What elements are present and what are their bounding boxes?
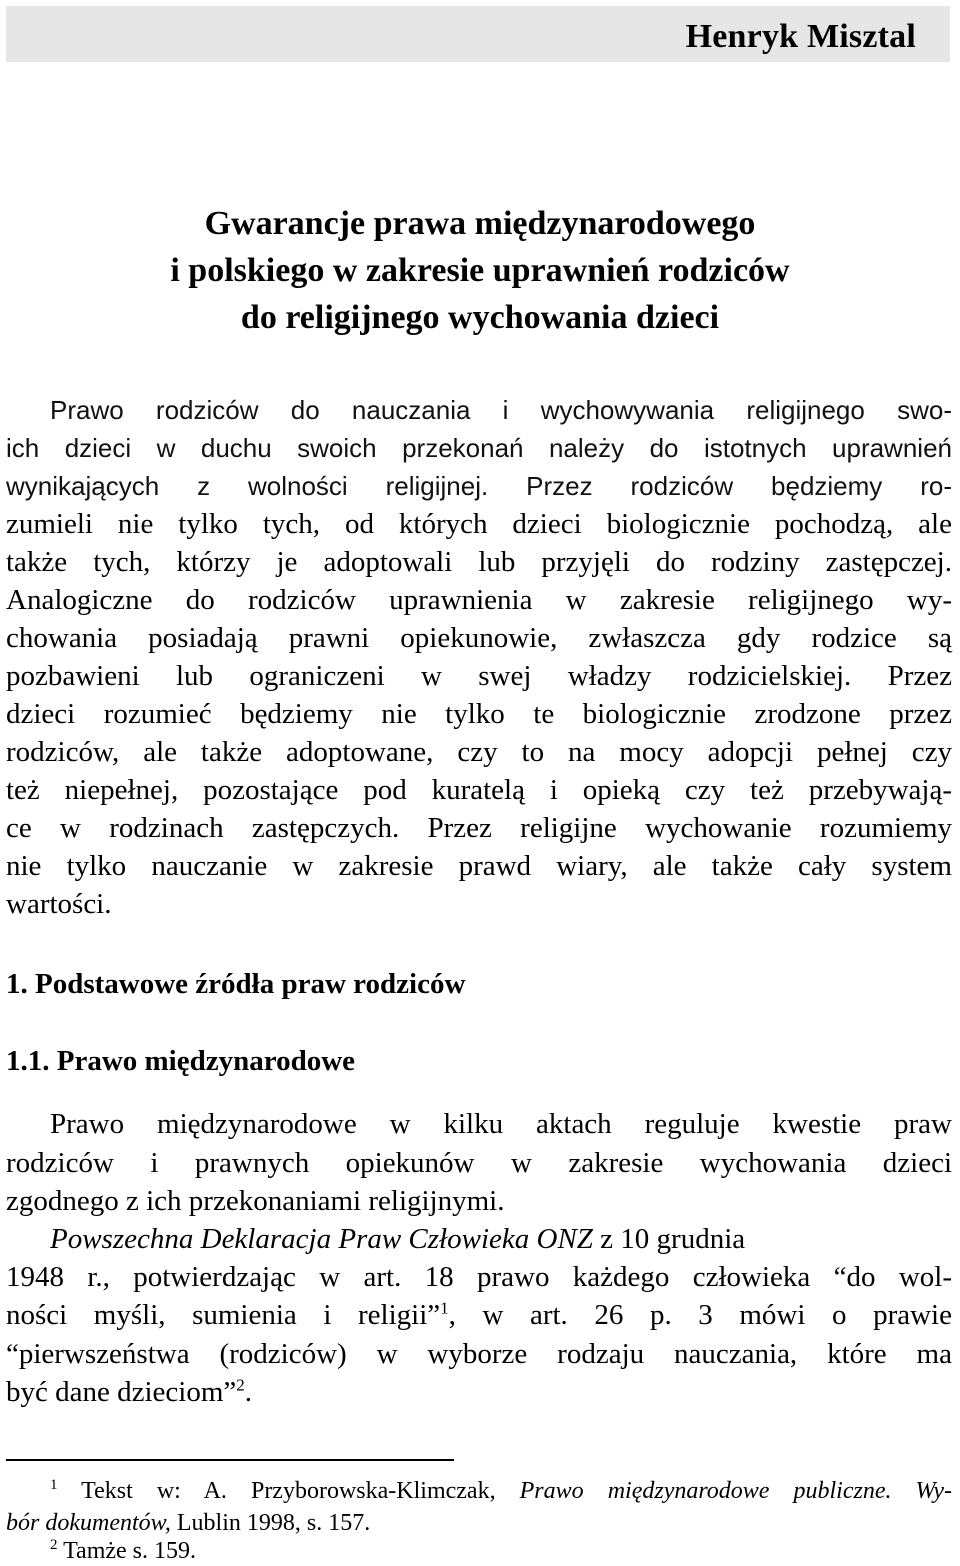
intro-line: Analogiczne do rodziców uprawnienia w zakresie religijnego wy- <box>6 584 952 616</box>
intro-line: także tych, którzy je adoptowali lub przyjęli do rodziny zastępczej. <box>6 546 952 578</box>
intro-line: chowania posiadają prawni opiekunowie, zwłaszcza gdy rodzice są <box>6 622 952 654</box>
body-line: rodziców i prawnych opiekunów w zakresie wychowania dzieci <box>6 1147 952 1179</box>
intro-line: pozbawieni lub ograniczeni w swej władzy rodzicielskiej. Przez <box>6 660 952 692</box>
intro-line: zumieli nie tylko tych, od których dzieci biologicznie pochodzą, ale <box>6 508 952 540</box>
body-line <box>6 1297 952 1333</box>
intro-line: wynikających z wolności religijnej. Przez rodziców będziemy ro- <box>6 471 952 501</box>
quote-text: ności myśli, sumienia i religii” <box>6 1299 441 1331</box>
footnote-number: 1 <box>50 1477 58 1493</box>
article-title <box>0 200 960 341</box>
intro-line: ce w rodzinach zastępczych. Przez religijne wychowanie rozumiemy <box>6 812 952 844</box>
body-text: . <box>244 1376 253 1408</box>
footnote-text: Tekst w: A. Przyborowska-Klimczak, <box>57 1478 520 1504</box>
title-line: i polskiego w zakresie uprawnień rodziców <box>170 252 790 289</box>
body-line <box>6 1374 952 1410</box>
body-line: “pierwszeństwa (rodziców) w wyborze rodzaju nauczania, które ma <box>6 1338 952 1370</box>
intro-line: ich dzieci w duchu swoich przekonań należy do istotnych uprawnień <box>6 433 952 463</box>
subsection-heading: 1.1. Prawo międzynarodowe <box>6 1045 356 1077</box>
intro-line: nie tylko nauczanie w zakresie prawd wiary, ale także cały system <box>6 850 952 882</box>
footnote-2 <box>6 1536 960 1566</box>
body-text: , w art. 26 p. 3 mówi o prawie <box>448 1299 952 1331</box>
section-heading: 1. Podstawowe źródła praw rodziców <box>6 968 466 1000</box>
footnote-divider <box>6 1459 454 1461</box>
body-line: 1948 r., potwierdzając w art. 18 prawo każdego człowieka “do wol- <box>6 1261 952 1293</box>
title-line: Gwarancje prawa międzynarodowego <box>204 205 756 242</box>
running-header-author: Henryk Misztal <box>685 18 916 55</box>
footnote-1-cont <box>6 1508 952 1538</box>
footnote-title: bór dokumentów, <box>6 1510 171 1536</box>
intro-line: dzieci rozumieć będziemy nie tylko te biologicznie zrodzone przez <box>6 698 952 730</box>
body-line-declaration <box>6 1221 952 1257</box>
footnote-text: Tamże s. 159. <box>57 1538 197 1564</box>
quote-text: być dane dzieciom” <box>6 1376 237 1408</box>
running-header-bar <box>6 6 950 62</box>
footnote-title: Prawo międzynarodowe publiczne. Wy- <box>519 1478 952 1504</box>
footnote-1 <box>6 1476 952 1506</box>
footnote-ref[interactable]: 1 <box>440 1298 449 1318</box>
intro-line: rodziców, ale także adoptowane, czy to na mocy adopcji pełnej czy <box>6 736 952 768</box>
intro-line: też niepełnej, pozostające pod kuratelą i opieką czy też przebywają- <box>6 774 952 806</box>
footnote-text: Lublin 1998, s. 157. <box>170 1510 371 1536</box>
footnote-number: 2 <box>50 1537 58 1553</box>
intro-line: wartości. <box>6 888 112 920</box>
title-line: do religijnego wychowania dzieci <box>240 299 720 336</box>
footnote-ref[interactable]: 2 <box>236 1375 245 1395</box>
declaration-title: Powszechna Deklaracja Praw Człowieka ONZ <box>50 1223 593 1255</box>
intro-line: Prawo rodziców do nauczania i wychowywania religijnego swo- <box>50 395 952 425</box>
body-line: zgodnego z ich przekonaniami religijnymi. <box>6 1185 505 1217</box>
declaration-date: z 10 grudnia <box>592 1223 746 1255</box>
body-line: Prawo międzynarodowe w kilku aktach reguluje kwestie praw <box>50 1108 952 1140</box>
